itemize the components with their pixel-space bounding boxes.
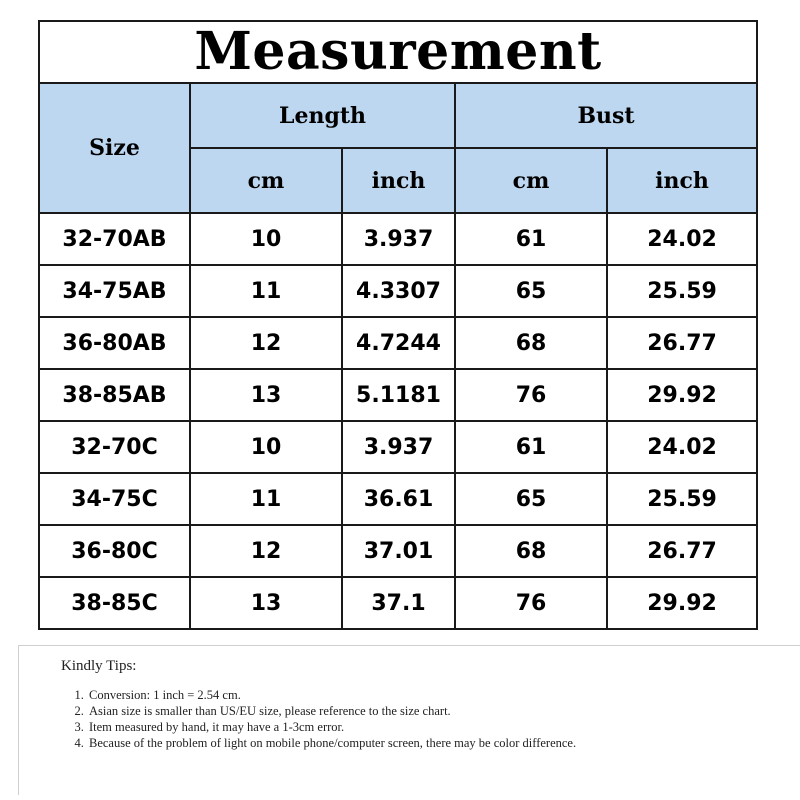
length-cm-header: cm [190, 148, 342, 213]
table-row [40, 473, 756, 525]
bust-inch-cell: 24.02 [607, 213, 756, 265]
bust-cm-cell: 61 [455, 421, 607, 473]
bust-cm-cell: 65 [455, 473, 607, 525]
length-inch-header: inch [342, 148, 455, 213]
length-inch-cell: 5.1181 [342, 369, 455, 421]
length-inch-cell: 4.7244 [342, 317, 455, 369]
bust-inch-header: inch [607, 148, 756, 213]
length-inch-cell: 37.01 [342, 525, 455, 577]
bust-cm-cell: 76 [455, 369, 607, 421]
table-row [40, 213, 756, 265]
length-cm-cell: 10 [190, 421, 342, 473]
tips-title: Kindly Tips: [61, 658, 137, 674]
bust-cm-cell: 68 [455, 525, 607, 577]
tip-item: 3. Item measured by hand, it may have a 1-3cm error. [87, 719, 717, 735]
size-header: Size [40, 84, 190, 213]
bust-inch-cell: 25.59 [607, 265, 756, 317]
size-cell: 32-70C [40, 421, 190, 473]
bust-inch-cell: 25.59 [607, 473, 756, 525]
bust-inch-cell: 29.92 [607, 577, 756, 628]
bust-cm-header: cm [455, 148, 607, 213]
size-chart [38, 20, 758, 630]
length-inch-cell: 36.61 [342, 473, 455, 525]
length-cm-cell: 12 [190, 317, 342, 369]
table-row [40, 265, 756, 317]
length-cm-cell: 10 [190, 213, 342, 265]
bust-cm-cell: 65 [455, 265, 607, 317]
bust-header: Bust [455, 84, 756, 148]
tip-item: 2. Asian size is smaller than US/EU size, please reference to the size chart. [87, 703, 717, 719]
tips-list [61, 687, 717, 751]
chart-title: Measurement [40, 22, 756, 84]
table-row [40, 577, 756, 628]
bust-cm-cell: 76 [455, 577, 607, 628]
length-cm-cell: 11 [190, 473, 342, 525]
length-inch-cell: 37.1 [342, 577, 455, 628]
length-cm-cell: 13 [190, 577, 342, 628]
bust-inch-cell: 24.02 [607, 421, 756, 473]
size-cell: 38-85C [40, 577, 190, 628]
size-cell: 34-75C [40, 473, 190, 525]
size-cell: 36-80C [40, 525, 190, 577]
length-cm-cell: 11 [190, 265, 342, 317]
size-cell: 32-70AB [40, 213, 190, 265]
bust-cm-cell: 61 [455, 213, 607, 265]
kindly-tips-panel [18, 645, 800, 795]
table-row [40, 525, 756, 577]
table-row [40, 421, 756, 473]
bust-inch-cell: 26.77 [607, 317, 756, 369]
size-cell: 38-85AB [40, 369, 190, 421]
bust-inch-cell: 26.77 [607, 525, 756, 577]
length-header: Length [190, 84, 455, 148]
tip-item: 4. Because of the problem of light on mobile phone/computer screen, there may be color difference. [87, 735, 717, 751]
length-inch-cell: 4.3307 [342, 265, 455, 317]
bust-cm-cell: 68 [455, 317, 607, 369]
size-cell: 34-75AB [40, 265, 190, 317]
length-inch-cell: 3.937 [342, 421, 455, 473]
length-inch-cell: 3.937 [342, 213, 455, 265]
measurement-table [40, 84, 756, 628]
length-cm-cell: 13 [190, 369, 342, 421]
table-row [40, 369, 756, 421]
bust-inch-cell: 29.92 [607, 369, 756, 421]
tip-item: 1. Conversion: 1 inch = 2.54 cm. [87, 687, 717, 703]
table-row [40, 317, 756, 369]
length-cm-cell: 12 [190, 525, 342, 577]
size-cell: 36-80AB [40, 317, 190, 369]
